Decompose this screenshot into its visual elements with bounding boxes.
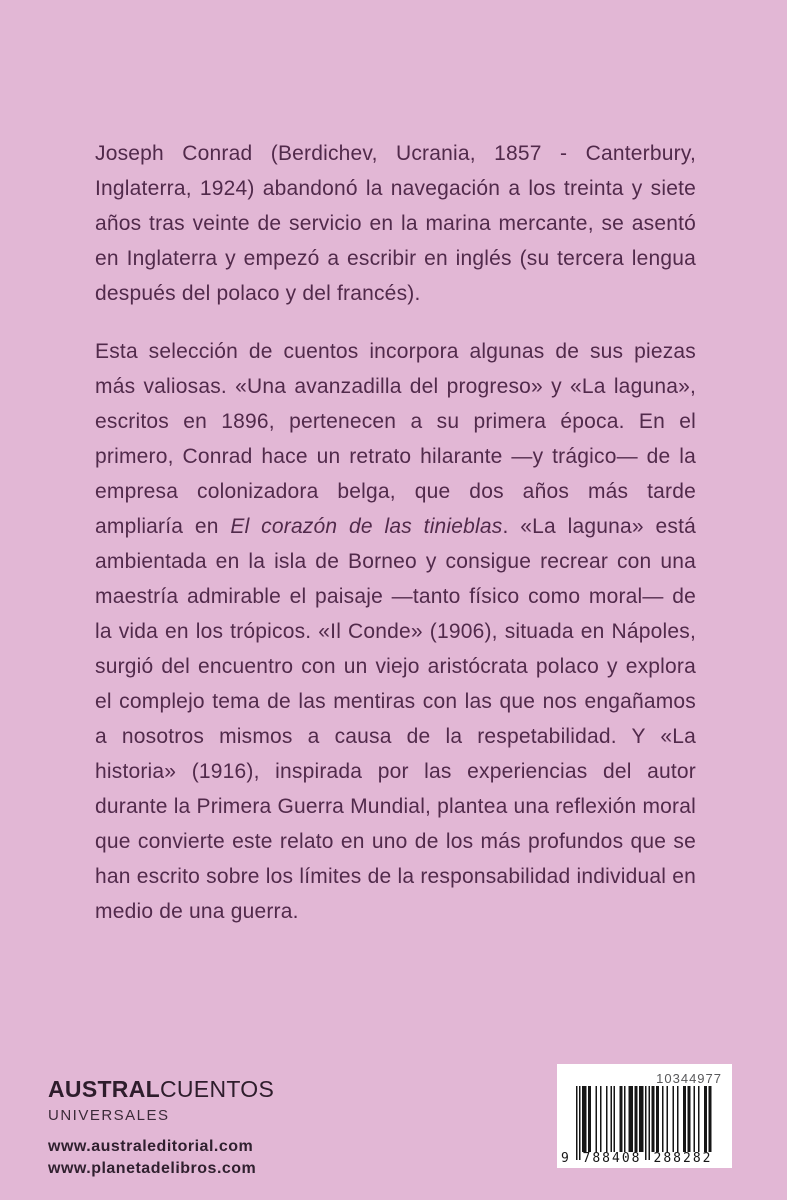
isbn-digits-right-group: 288282: [653, 1151, 713, 1166]
publisher-websites: [48, 1136, 256, 1180]
back-cover-text: [95, 136, 696, 929]
synopsis-text-2: . «La laguna» está ambientada en la isla de Borneo y consigue recrear con una maestría admirable el paisaje —tanto físico como moral— de la vida en los trópicos. «Il Conde» (1906), situada en Nápoles, surgió del encuentro con un viejo aristócrata polaco y explora el complejo tema de las mentiras con las que nos engañamos a nosotros mismos a causa de la respetabilidad. Y «La historia» (1916), inspirada por las experiencias del autor durante la Primera Guerra Mundial, plantea una reflexión moral que convierte este relato en uno de los más profundos que se han escrito sobre los límites de la responsabilidad individual en medio de una guerra.: [95, 515, 696, 923]
publisher-brand-line: [48, 1076, 274, 1103]
synopsis-text-1: Esta selección de cuentos incorpora algunas de sus piezas más valiosas. «Una avanzadilla del progreso» y «La laguna», escritos en 1896, pertenecen a su primera época. En el primero, Conrad hace un retrato hilarante —y trágico— de la empresa colonizadora belga, que dos años más tarde ampliaría en: [95, 340, 696, 538]
author-bio-paragraph: Joseph Conrad (Berdichev, Ucrania, 1857 - Canterbury, Inglaterra, 1924) abandonó la navegación a los treinta y siete años tras veinte de servicio en la marina mercante, se asentó en Inglaterra y empezó a escribir en inglés (su tercera lengua después del polaco y del francés).: [95, 142, 696, 305]
isbn-prefix-digit: 9: [561, 1151, 571, 1166]
referenced-book-title: El corazón de las tinieblas: [230, 515, 503, 538]
website-austral-editorial: www.australeditorial.com: [48, 1138, 254, 1155]
collection-subtitle: UNIVERSALES: [48, 1107, 170, 1124]
barcode-bars: [576, 1086, 719, 1160]
collection-name: CUENTOS: [159, 1076, 275, 1102]
barcode-panel: [557, 1064, 732, 1168]
publisher-name: AUSTRAL: [48, 1076, 160, 1102]
barcode-reference-number: 10344977: [656, 1071, 722, 1086]
publisher-logo: [48, 1076, 274, 1124]
isbn-digits-left-group: 788408: [582, 1151, 642, 1166]
synopsis-paragraph: [95, 334, 696, 929]
website-planeta-de-libros: www.planetadelibros.com: [48, 1160, 257, 1177]
